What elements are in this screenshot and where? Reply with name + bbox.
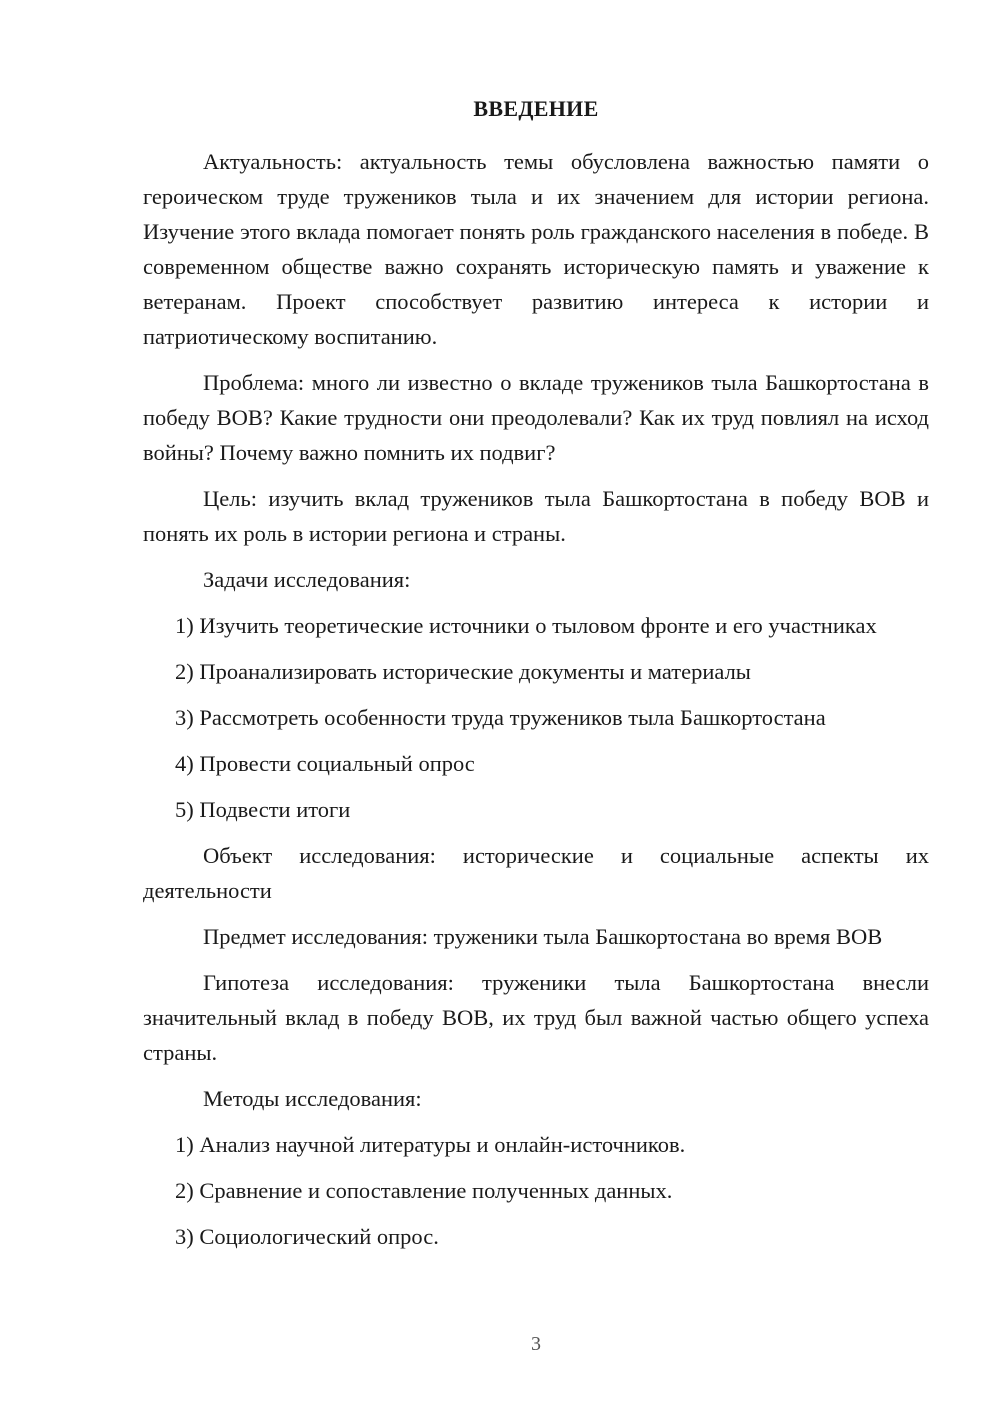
object-paragraph: Объект исследования: исторические и социальные аспекты их деятельности [143,843,929,903]
subject-paragraph: Предмет исследования: труженики тыла Башкортостана во время ВОВ [203,924,883,949]
page-number: 3 [531,1333,541,1355]
task-item: 1) Изучить теоретические источники о тыловом фронте и его участниках [175,613,877,638]
problem-paragraph: Проблема: много ли известно о вкладе тружеников тыла Башкортостана в победу ВОВ? Какие трудности они преодолевали? Как их труд повлиял на исход войны? Почему важно помнить их подвиг? [143,370,929,465]
task-item: 2) Проанализировать исторические документы и материалы [175,659,751,684]
task-item: 4) Провести социальный опрос [175,751,475,776]
task-item: 5) Подвести итоги [175,797,351,822]
task-item: 3) Рассмотреть особенности труда тружеников тыла Башкортостана [175,705,826,730]
method-item: 3) Социологический опрос. [175,1224,439,1249]
tasks-heading: Задачи исследования: [203,567,411,592]
hypothesis-paragraph: Гипотеза исследования: труженики тыла Башкортостана внесли значительный вклад в победу ВОВ, их труд был важной частью общего успеха страны. [143,970,929,1065]
document-body [143,144,929,1265]
method-item: 1) Анализ научной литературы и онлайн-источников. [175,1132,686,1157]
methods-heading: Методы исследования: [203,1086,422,1111]
goal-paragraph: Цель: изучить вклад тружеников тыла Башкортостана в победу ВОВ и понять их роль в истории региона и страны. [143,486,929,546]
relevance-paragraph: Актуальность: актуальность темы обусловлена важностью памяти о героическом труде тружеников тыла и их значением для истории региона. Изучение этого вклада помогает понять роль гражданского населения в победе. В современном обществе важно сохранять историческую память и уважение к ветеранам. Проект способствует развитию интереса к истории и патриотическому воспитанию. [143,149,929,349]
method-item: 2) Сравнение и сопоставление полученных данных. [175,1178,673,1203]
page-title: ВВЕДЕНИЕ [473,96,599,121]
